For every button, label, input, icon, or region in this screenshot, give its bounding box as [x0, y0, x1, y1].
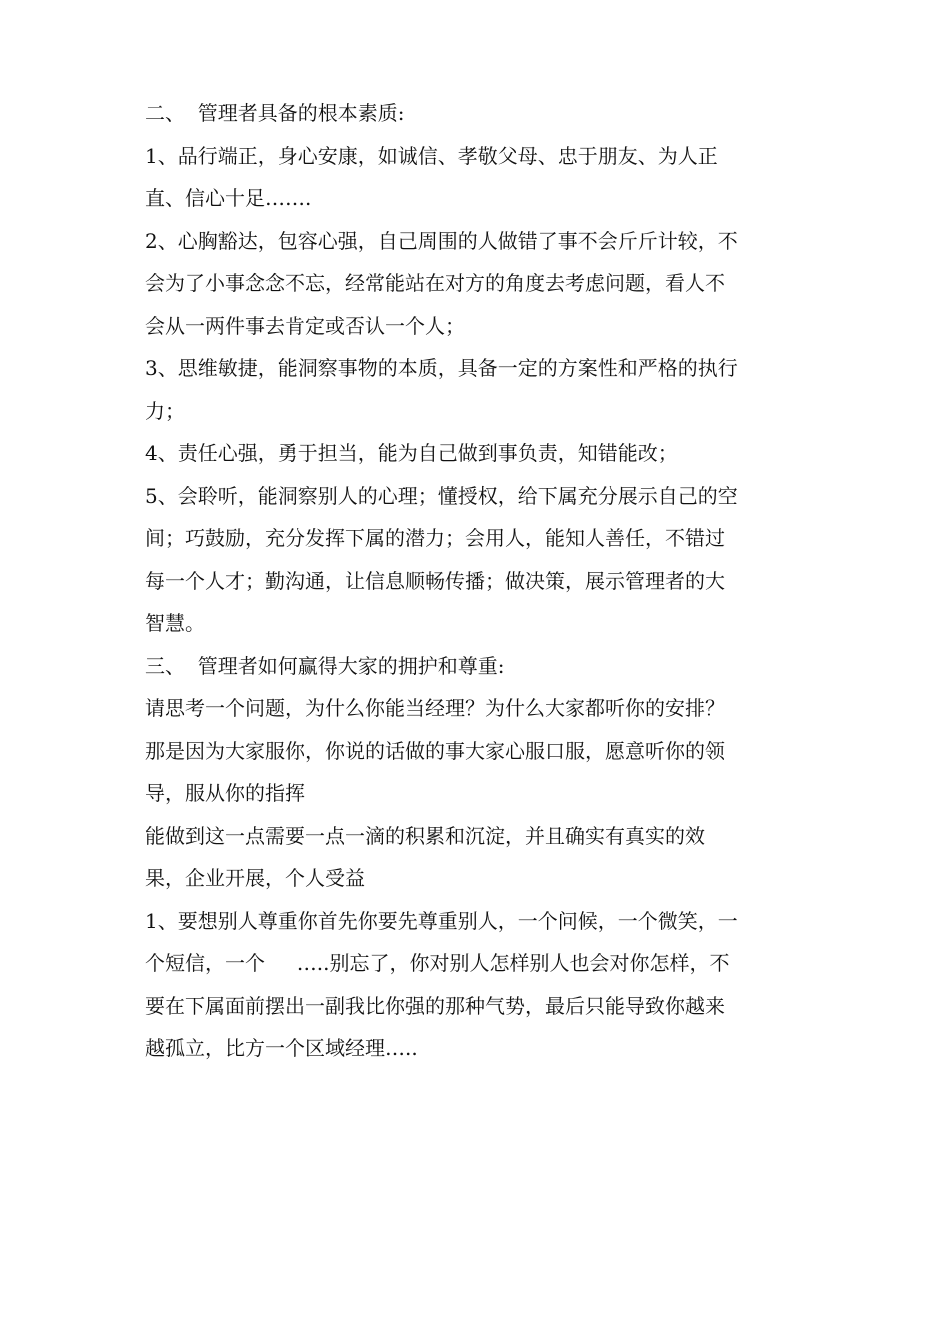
- paragraph-line: 1、要想别人尊重你首先你要先尊重别人，一个问候，一个微笑，一: [145, 908, 738, 933]
- paragraph-line: 那是因为大家服你，你说的话做的事大家心服口服，愿意听你的领: [145, 738, 725, 763]
- paragraph-line: 5、会聆听，能洞察别人的心理；懂授权，给下属充分展示自己的空: [145, 483, 738, 508]
- document-body: [145, 92, 810, 1070]
- section-heading-3: 三、 管理者如何赢得大家的拥护和尊重:: [145, 653, 505, 678]
- paragraph-line: 3、思维敏捷，能洞察事物的本质，具备一定的方案性和严格的执行: [145, 356, 738, 380]
- paragraph-line: 直、信心十足…….: [145, 186, 312, 210]
- paragraph-line: 会从一两件事去肯定或否认一个人；: [145, 313, 465, 338]
- paragraph-line: 间；巧鼓励，充分发挥下属的潜力；会用人，能知人善任，不错过: [145, 526, 725, 550]
- paragraph-line: 力；: [145, 398, 185, 423]
- paragraph-line: 越孤立，比方一个区域经理…..: [145, 1036, 418, 1060]
- paragraph-line: 请思考一个问题，为什么你能当经理？为什么大家都听你的安排？: [145, 696, 725, 720]
- paragraph-line: 1、品行端正，身心安康，如诚信、孝敬父母、忠于朋友、为人正: [145, 143, 718, 168]
- paragraph-line: 导，服从你的指挥: [145, 781, 305, 805]
- section-heading-2: 二、 管理者具备的根本素质:: [145, 101, 405, 125]
- paragraph-line: 4、责任心强，勇于担当，能为自己做到事负责，知错能改；: [145, 441, 678, 465]
- paragraph-line: 会为了小事念念不忘，经常能站在对方的角度去考虑问题，看人不: [145, 271, 725, 295]
- paragraph-line: 个短信，一个 …..别忘了，你对别人怎样别人也会对你怎样，不: [145, 951, 730, 975]
- paragraph-line: 每一个人才；勤沟通，让信息顺畅传播；做决策，展示管理者的大: [145, 568, 725, 593]
- paragraph-line: 要在下属面前摆出一副我比你强的那种气势，最后只能导致你越来: [145, 993, 725, 1018]
- paragraph-line: 2、心胸豁达，包容心强，自己周围的人做错了事不会斤斤计较，不: [145, 228, 738, 253]
- paragraph-line: 能做到这一点需要一点一滴的积累和沉淀，并且确实有真实的效: [145, 823, 705, 848]
- paragraph-line: 智慧。: [145, 611, 205, 635]
- paragraph-line: 果，企业开展，个人受益: [145, 866, 365, 890]
